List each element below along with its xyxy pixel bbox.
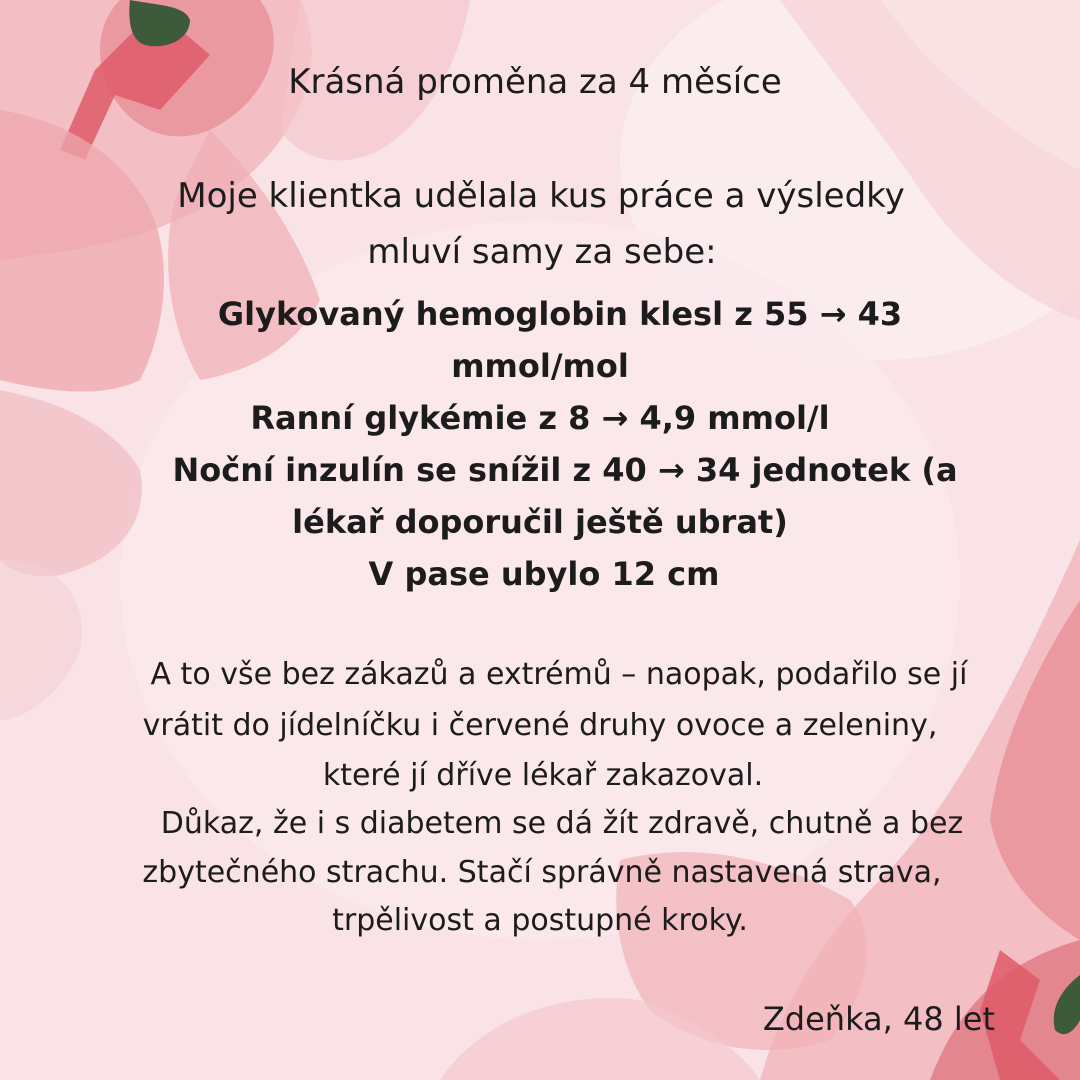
page-title: Krásná proměna za 4 měsíce <box>288 62 782 102</box>
result-line: Ranní glykémie z 8 → 4,9 mmol/l <box>250 399 830 437</box>
result-line: mmol/mol <box>451 347 629 385</box>
paragraph-line: trpělivost a postupné kroky. <box>332 903 748 938</box>
paragraph-line: Důkaz, že i s diabetem se dá žít zdravě, chutně a bez <box>160 806 964 841</box>
result-line: Noční inzulín se snížil z 40 → 34 jednotek (a <box>172 451 958 489</box>
result-line: Glykovaný hemoglobin klesl z 55 → 43 <box>217 295 903 333</box>
paragraph-line: vrátit do jídelníčku i červené druhy ovoce a zeleniny, <box>142 708 938 743</box>
result-line: lékař doporučil ještě ubrat) <box>292 503 788 541</box>
paragraph-line: které jí dříve lékař zakazoval. <box>322 758 764 793</box>
paragraph-line: A to vše bez zákazů a extrémů – naopak, podařilo se jí <box>150 657 968 692</box>
intro-line: Moje klientka udělala kus práce a výsledky <box>177 176 905 216</box>
intro-line: mluví samy za sebe: <box>367 232 717 272</box>
result-line: V pase ubylo 12 cm <box>368 555 720 593</box>
signature: Zdeňka, 48 let <box>762 1000 995 1038</box>
paragraph-line: zbytečného strachu. Stačí správně nastavená strava, <box>142 855 942 890</box>
